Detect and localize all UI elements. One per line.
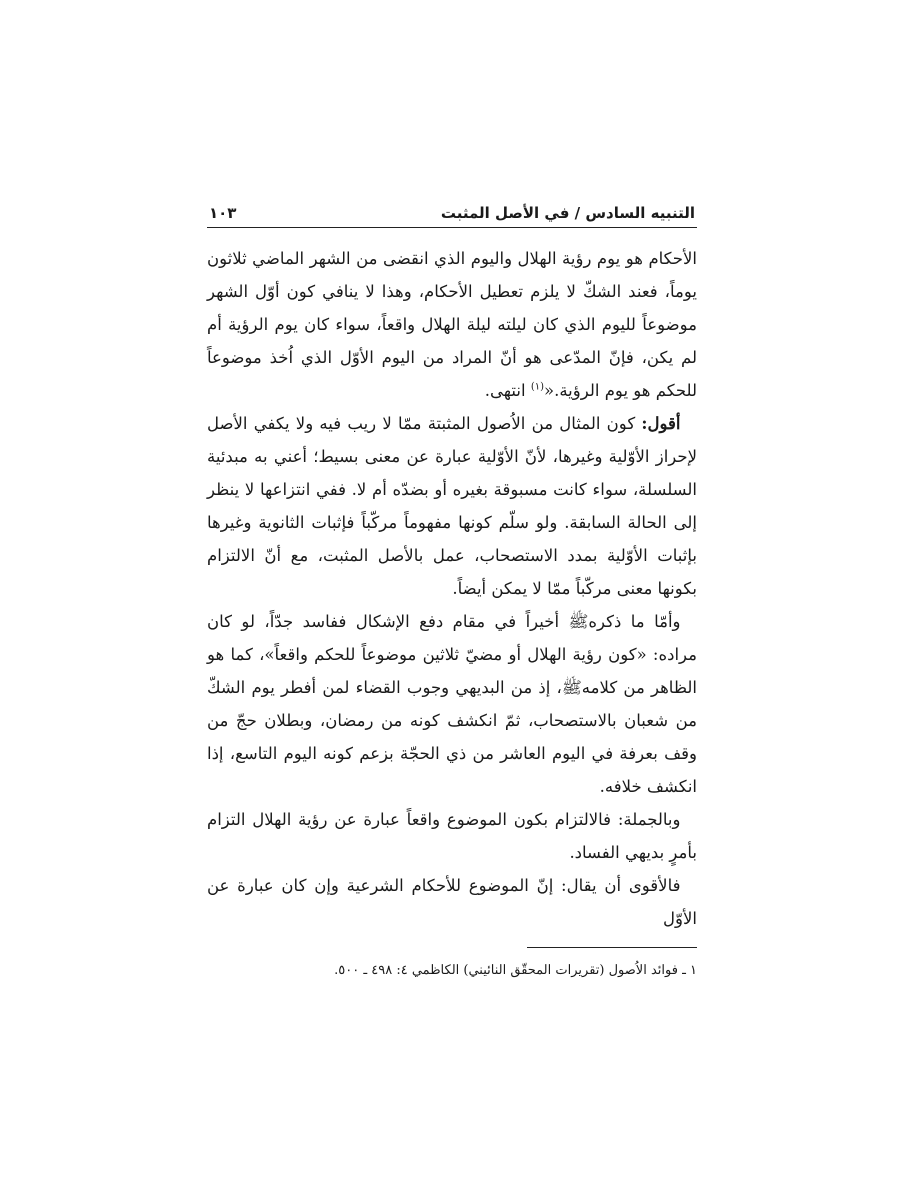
paragraph-3 bbox=[207, 605, 697, 803]
paragraph-2-lead: أقول: bbox=[641, 414, 681, 433]
paragraph-3-text: وأمّا ما ذكرهﷺ أخيراً في مقام دفع الإشكال ففاسد جدّاً، لو كان مراده: «كون رؤية الهلال أو مضيّ ثلاثين موضوعاً للحكم واقعاً»، كما هو الظاهر من كلامهﷺ، إذ من البديهي وجوب القضاء لمن أفطر يوم الشكّ من شعبان بالاستصحاب، ثمّ انكشف كونه من رمضان، وبطلان حجّ من وقف بعرفة في اليوم العاشر من ذي الحجّة بزعم كونه اليوم التاسع، إذا انكشف خلافه. bbox=[207, 612, 697, 796]
paragraph-2 bbox=[207, 407, 697, 605]
chapter-title: التنبيه السادس / في الأصل المثبت bbox=[440, 204, 695, 222]
paragraph-5 bbox=[207, 869, 697, 935]
footnote-marker[interactable]: (١) bbox=[530, 381, 544, 393]
paragraph-1 bbox=[207, 242, 697, 407]
paragraph-1-tail: انتهى. bbox=[484, 381, 531, 400]
page-number: ١٠٣ bbox=[209, 204, 237, 222]
paragraph-4-text: وبالجملة: فالالتزام بكون الموضوع واقعاً عبارة عن رؤية الهلال التزام بأمرٍ بديهي الفساد. bbox=[207, 810, 697, 862]
body-text bbox=[207, 242, 697, 935]
running-header bbox=[207, 196, 697, 228]
paragraph-1-text: الأحكام هو يوم رؤية الهلال واليوم الذي انقضى من الشهر الماضي ثلاثون يوماً، فعند الشكّ لا يلزم تعطيل الأحكام، وهذا لا ينافي كون أوّل الشهر موضوعاً لليوم الذي كان ليلته ليلة الهلال واقعاً، سواء كان يوم الرؤية أم لم يكن، فإنّ المدّعى هو أنّ المراد من اليوم الأوّل الذي اُخذ موضوعاً للحكم هو يوم الرؤية.« bbox=[207, 249, 697, 400]
paragraph-2-text: كون المثال من الاُصول المثبتة ممّا لا ريب فيه ولا يكفي الأصل لإحراز الأوّلية وغيرها، لأنّ الأوّلية عبارة عن معنى بسيط؛ أعني به مبدئية السلسلة، سواء كانت مسبوقة بغيره أو بضدّه أم لا. ففي انتزاعها لا ينظر إلى الحالة السابقة. ولو سلّم كونها مفهوماً مركّباً فإثبات الثانوية وغيرها بإثبات الأوّلية بمدد الاستصحاب، عمل بالأصل المثبت، مع أنّ الالتزام بكونها معنى مركّباً ممّا لا يمكن أيضاً. bbox=[207, 414, 697, 598]
paragraph-5-text: فالأقوى أن يقال: إنّ الموضوع للأحكام الشرعية وإن كان عبارة عن الأوّل bbox=[207, 876, 697, 928]
footnote-divider bbox=[527, 947, 697, 948]
footnote: ١ ـ فوائد الاُصول (تقريرات المحقّق النائيني) الكاظمي ٤: ٤٩٨ ـ ٥٠٠. bbox=[334, 963, 697, 978]
paragraph-4 bbox=[207, 803, 697, 869]
book-page bbox=[207, 196, 697, 996]
